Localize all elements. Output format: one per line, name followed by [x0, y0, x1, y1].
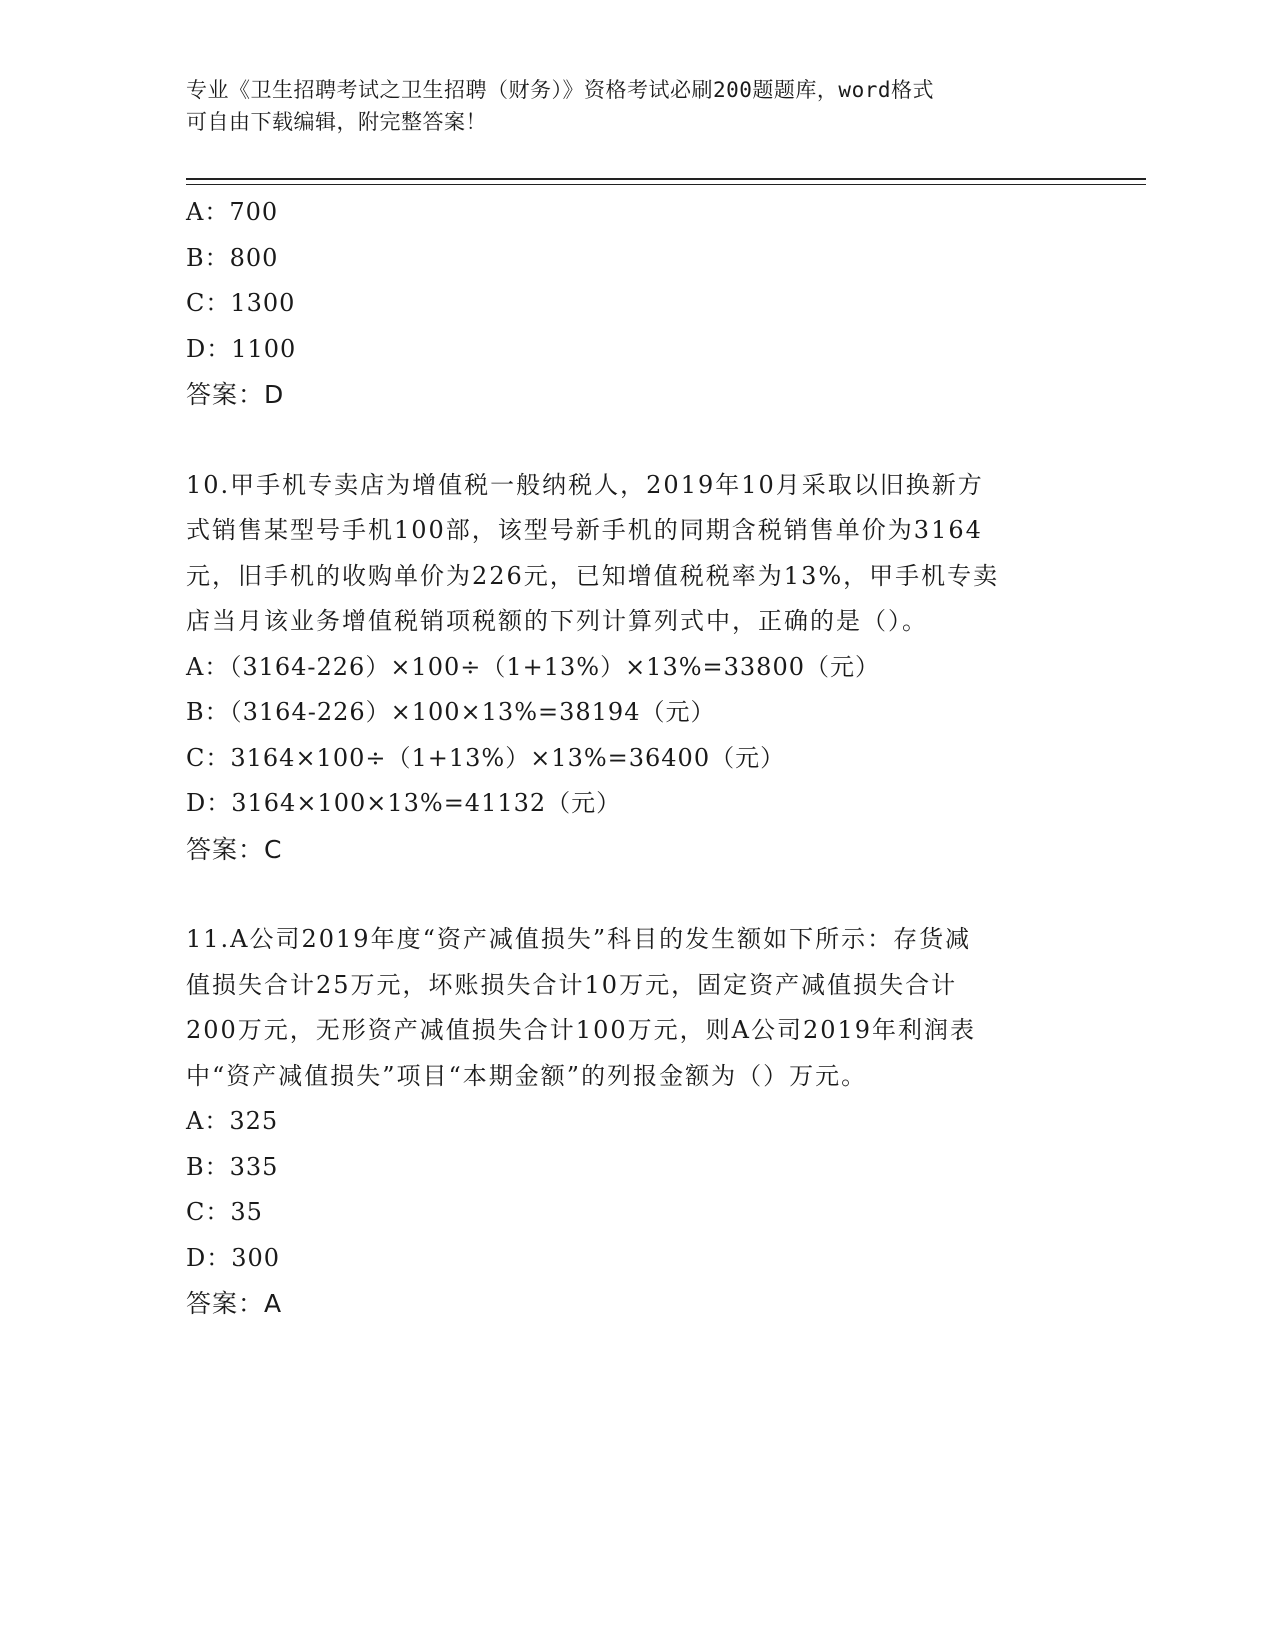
option-a: A：700: [186, 198, 279, 226]
option-d: D：3164×100×13%=41132（元）: [186, 789, 622, 817]
answer-line: 答案：A: [186, 1289, 283, 1318]
option-b: B：800: [186, 243, 279, 272]
header-divider-thin: [186, 184, 1146, 185]
stem-line: 10.甲手机专卖店为增值税一般纳税人，2019年10月采取以旧换新方: [186, 470, 984, 499]
document-header: [186, 74, 1066, 138]
stem-line: 值损失合计25万元，坏账损失合计10万元，固定资产减值损失合计: [186, 970, 958, 999]
option-b: B：（3164-226）×100×13%=38194（元）: [186, 698, 716, 726]
question-stem: [186, 463, 1086, 645]
header-line-1: 专业《卫生招聘考试之卫生招聘（财务）》资格考试必刷200题题库，word格式: [186, 78, 934, 102]
stem-line: 元，旧手机的收购单价为226元，已知增值税税率为13%，甲手机专卖: [186, 561, 1000, 590]
option-a: A：325: [186, 1107, 279, 1135]
header-divider-thick: [186, 178, 1146, 180]
answer-line: 答案：C: [186, 834, 283, 864]
option-b: B：335: [186, 1152, 279, 1181]
option-c: C：3164×100÷（1+13%）×13%=36400（元）: [186, 743, 786, 772]
header-line-2: 可自由下载编辑，附完整答案！: [186, 110, 487, 134]
question-10: [186, 463, 1086, 873]
question-stem: [186, 917, 1086, 1099]
question-9: [186, 190, 1086, 418]
stem-line: 店当月该业务增值税销项税额的下列计算列式中，正确的是（）。: [186, 607, 928, 635]
spacer: [186, 418, 1086, 463]
document-body: [186, 190, 1086, 1327]
option-d: D：1100: [186, 334, 297, 363]
option-c: C：1300: [186, 289, 296, 317]
stem-line: 11.A公司2019年度“资产减值损失”科目的发生额如下所示：存货减: [186, 925, 972, 953]
stem-line: 200万元，无形资产减值损失合计100万元，则A公司2019年利润表: [186, 1016, 977, 1044]
stem-line: 式销售某型号手机100部，该型号新手机的同期含税销售单价为3164: [186, 516, 983, 544]
spacer: [186, 872, 1086, 917]
answer-line: 答案：D: [186, 380, 285, 409]
option-a: A：（3164-226）×100÷（1+13%）×13%=33800（元）: [186, 652, 880, 681]
option-c: C：35: [186, 1198, 263, 1226]
stem-line: 中“资产减值损失”项目“本期金额”的列报金额为（）万元。: [186, 1061, 868, 1090]
option-d: D：300: [186, 1243, 281, 1272]
question-11: [186, 917, 1086, 1327]
